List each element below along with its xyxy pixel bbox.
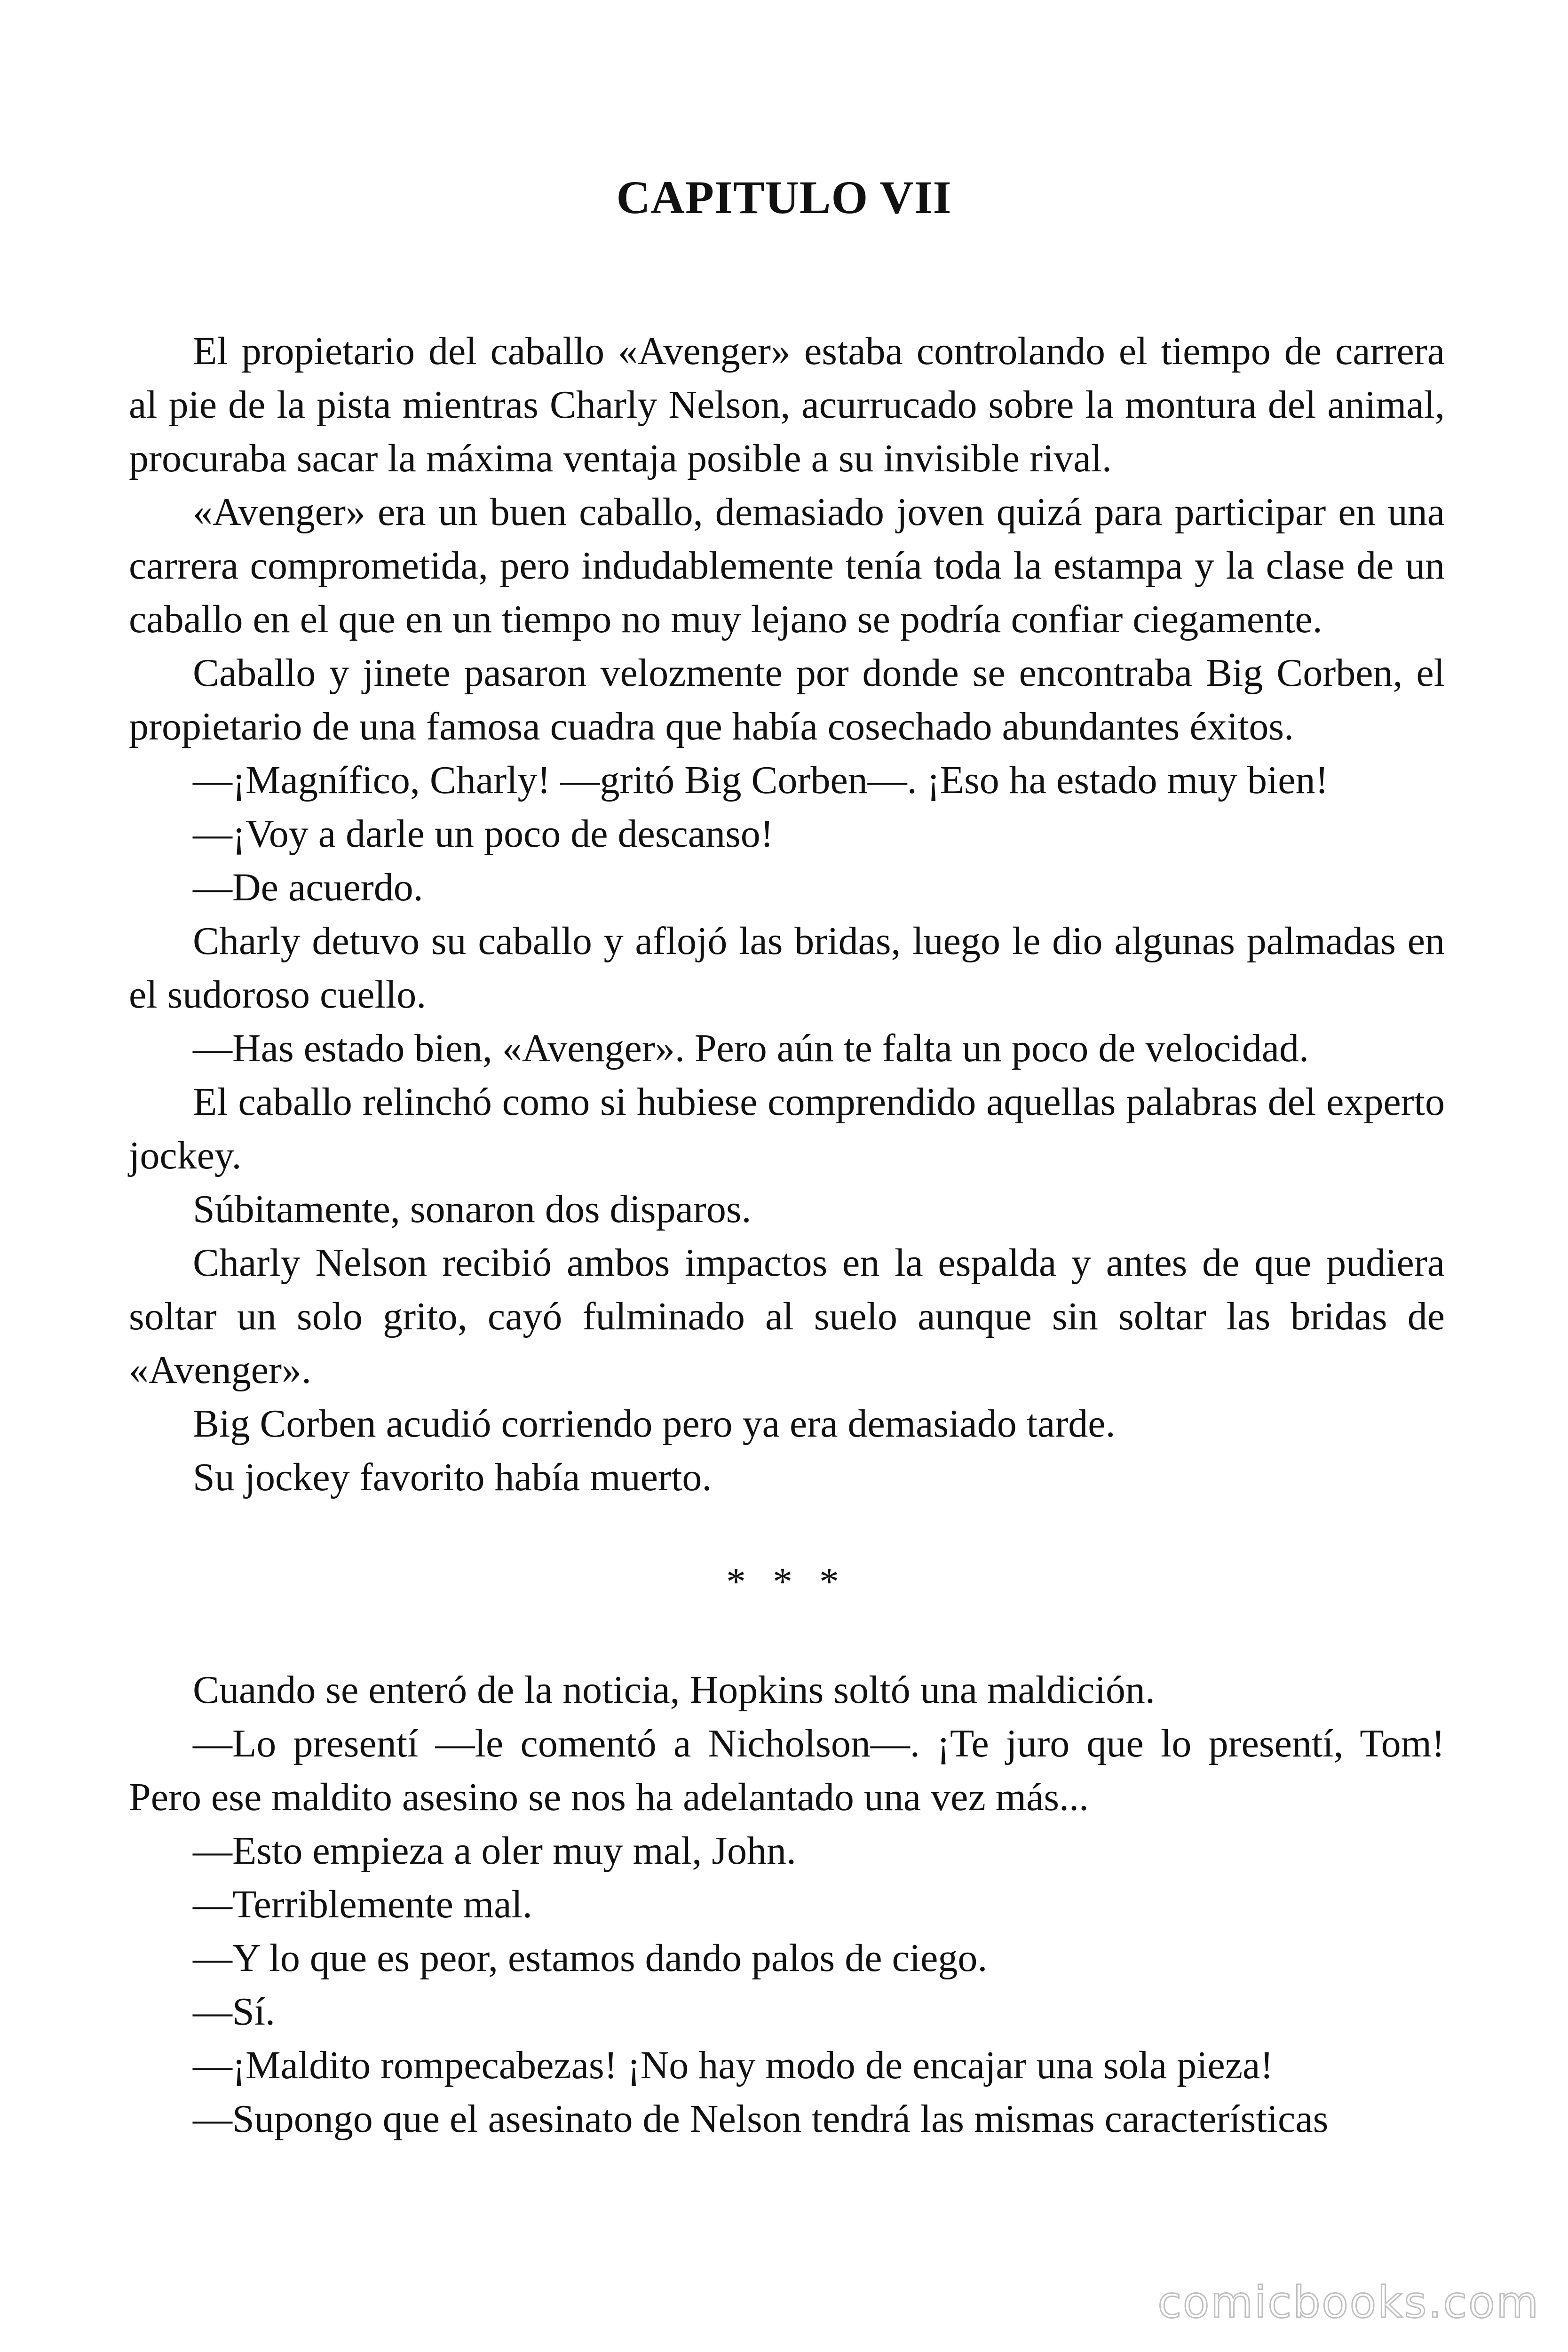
paragraph: «Avenger» era un buen caballo, demasiado joven quizá para participar en una carrera comprometida, pero indudablemente tenía toda la estampa y la clase de un caballo en el que en un tiempo no muy lejano se podría confiar ciegamente. bbox=[129, 490, 1445, 641]
paragraph: —Terriblemente mal. bbox=[193, 1883, 532, 1926]
paragraph: Big Corben acudió corriendo pero ya era demasiado tarde. bbox=[193, 1402, 1116, 1446]
paragraph: —¡Magnífico, Charly! —gritó Big Corben—. ¡Eso ha estado muy bien! bbox=[193, 758, 1329, 802]
paragraph: —Sí. bbox=[193, 1990, 276, 2034]
paragraph: Súbitamente, sonaron dos disparos. bbox=[193, 1187, 752, 1231]
paragraph: —Esto empieza a oler muy mal, John. bbox=[193, 1829, 797, 1873]
section-break: * * * bbox=[726, 1560, 847, 1604]
paragraph: —¡Voy a darle un poco de descanso! bbox=[193, 812, 774, 856]
paragraph: —¡Maldito rompecabezas! ¡No hay modo de encajar una sola pieza! bbox=[193, 2043, 1274, 2087]
chapter-title: CAPITULO VII bbox=[616, 171, 952, 223]
paragraph: El propietario del caballo «Avenger» estaba controlando el tiempo de carrera al pie de la pista mientras Charly Nelson, acurrucado sobre la montura del animal, procuraba sacar la máxima ventaja posible a su invisible rival. bbox=[129, 329, 1445, 480]
paragraph: El caballo relinchó como si hubiese comprendido aquellas palabras del experto jockey. bbox=[129, 1080, 1445, 1177]
paragraph: Charly detuvo su caballo y aflojó las bridas, luego le dio algunas palmadas en el sudoroso cuello. bbox=[129, 919, 1445, 1017]
paragraph: Cuando se enteró de la noticia, Hopkins soltó una maldición. bbox=[193, 1668, 1155, 1712]
paragraph: —Y lo que es peor, estamos dando palos de ciego. bbox=[193, 1936, 988, 1980]
paragraph: Caballo y jinete pasaron velozmente por donde se encontraba Big Corben, el propietario de una famosa cuadra que había cosechado abundantes éxitos. bbox=[129, 651, 1445, 748]
paragraph: Charly Nelson recibió ambos impactos en la espalda y antes de que pudiera soltar un solo grito, cayó fulminado al suelo aunque sin soltar las bridas de «Avenger». bbox=[129, 1241, 1445, 1392]
paragraph: —Lo presentí —le comentó a Nicholson—. ¡Te juro que lo presentí, Tom! Pero ese maldito asesino se nos ha adelantado una vez más... bbox=[129, 1722, 1445, 1819]
paragraph: —Has estado bien, «Avenger». Pero aún te falta un poco de velocidad. bbox=[193, 1026, 1309, 1070]
paragraph: —Supongo que el asesinato de Nelson tendrá las mismas características bbox=[193, 2097, 1329, 2141]
paragraph: Su jockey favorito había muerto. bbox=[193, 1455, 712, 1499]
watermark: comicbooks.com bbox=[1157, 2277, 1540, 2328]
paragraph: —De acuerdo. bbox=[193, 866, 423, 909]
page-body bbox=[129, 325, 1445, 2146]
